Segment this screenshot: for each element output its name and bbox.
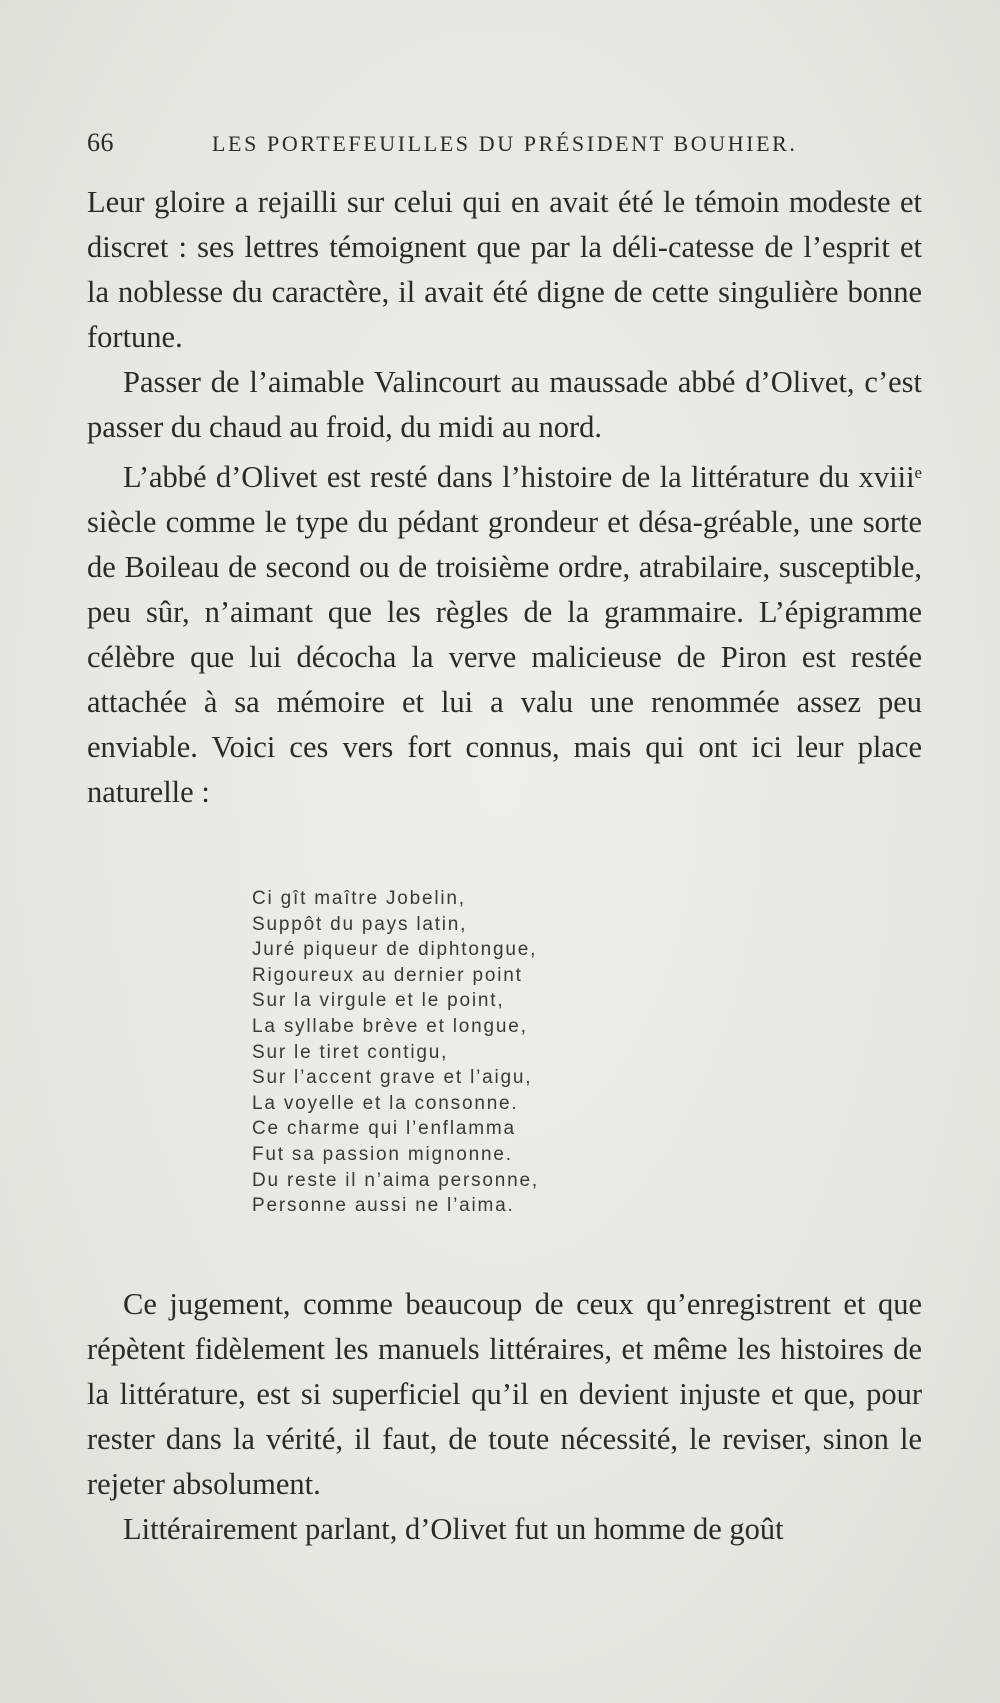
poem-line: Ce charme qui l’enflamma — [252, 1118, 516, 1140]
body-text-bottom — [87, 1282, 922, 1552]
paragraph-text: siècle comme le type du pédant grondeur et désa-gréable, une sorte de Boileau de second ou de troisième ordre, atrabilaire, susceptible, peu sûr, n’aimant que les règles de la grammaire. L’épigramme célèbre que lui décocha la verve malicieuse de Piron est restée attachée à sa mémoire et lui a valu une renommée assez peu enviable. Voici ces vers fort connus, mais qui ont ici leur place naturelle : — [87, 505, 922, 810]
page-number: 66 — [87, 128, 114, 157]
paragraph — [87, 450, 922, 815]
page-header — [87, 128, 913, 164]
poem-line: La voyelle et la consonne. — [252, 1092, 519, 1114]
poem-line: Sur la virgule et le point, — [252, 990, 505, 1012]
poem-line: La syllabe brève et longue, — [252, 1015, 528, 1037]
body-text-top — [87, 180, 922, 815]
paragraph: Ce jugement, comme beaucoup de ceux qu’enregistrent et que répètent fidèlement les manuels littéraires, et même les histoires de la littérature, est si superficiel qu’il en devient injuste et que, pour rester dans la vérité, il faut, de toute nécessité, le reviser, sinon le rejeter absolument. — [87, 1287, 922, 1501]
paragraph: Leur gloire a rejailli sur celui qui en avait été le témoin modeste et discret : ses lettres témoignent que par la déli-catesse de l’esprit et la noblesse du caractère, il avait été digne de cette singulière bonne fortune. — [87, 185, 922, 354]
poem-line: Personne aussi ne l’aima. — [252, 1195, 515, 1217]
poem-line: Ci gît maître Jobelin, — [252, 888, 466, 909]
poem-line: Sur l’accent grave et l’aigu, — [252, 1067, 533, 1089]
paragraph: Passer de l’aimable Valincourt au maussade abbé d’Olivet, c’est passer du chaud au froid, du midi au nord. — [87, 365, 922, 444]
epigram-poem — [252, 886, 539, 1219]
poem-line: Du reste il n’aima personne, — [252, 1169, 539, 1191]
running-head: LES PORTEFEUILLES DU PRÉSIDENT BOUHIER. — [212, 131, 798, 156]
superscript: e — [914, 463, 922, 482]
poem-line: Suppôt du pays latin, — [252, 913, 468, 935]
paragraph-text: L’abbé d’Olivet est resté dans l’histoire de la littérature du xviii — [123, 460, 915, 495]
poem-line: Fut sa passion mignonne. — [252, 1143, 513, 1165]
poem-line: Rigoureux au dernier point — [252, 964, 523, 986]
paragraph: Littérairement parlant, d’Olivet fut un homme de goût — [123, 1512, 784, 1546]
poem-line: Juré piqueur de diphtongue, — [252, 939, 538, 961]
poem-line: Sur le tiret contigu, — [252, 1041, 449, 1063]
